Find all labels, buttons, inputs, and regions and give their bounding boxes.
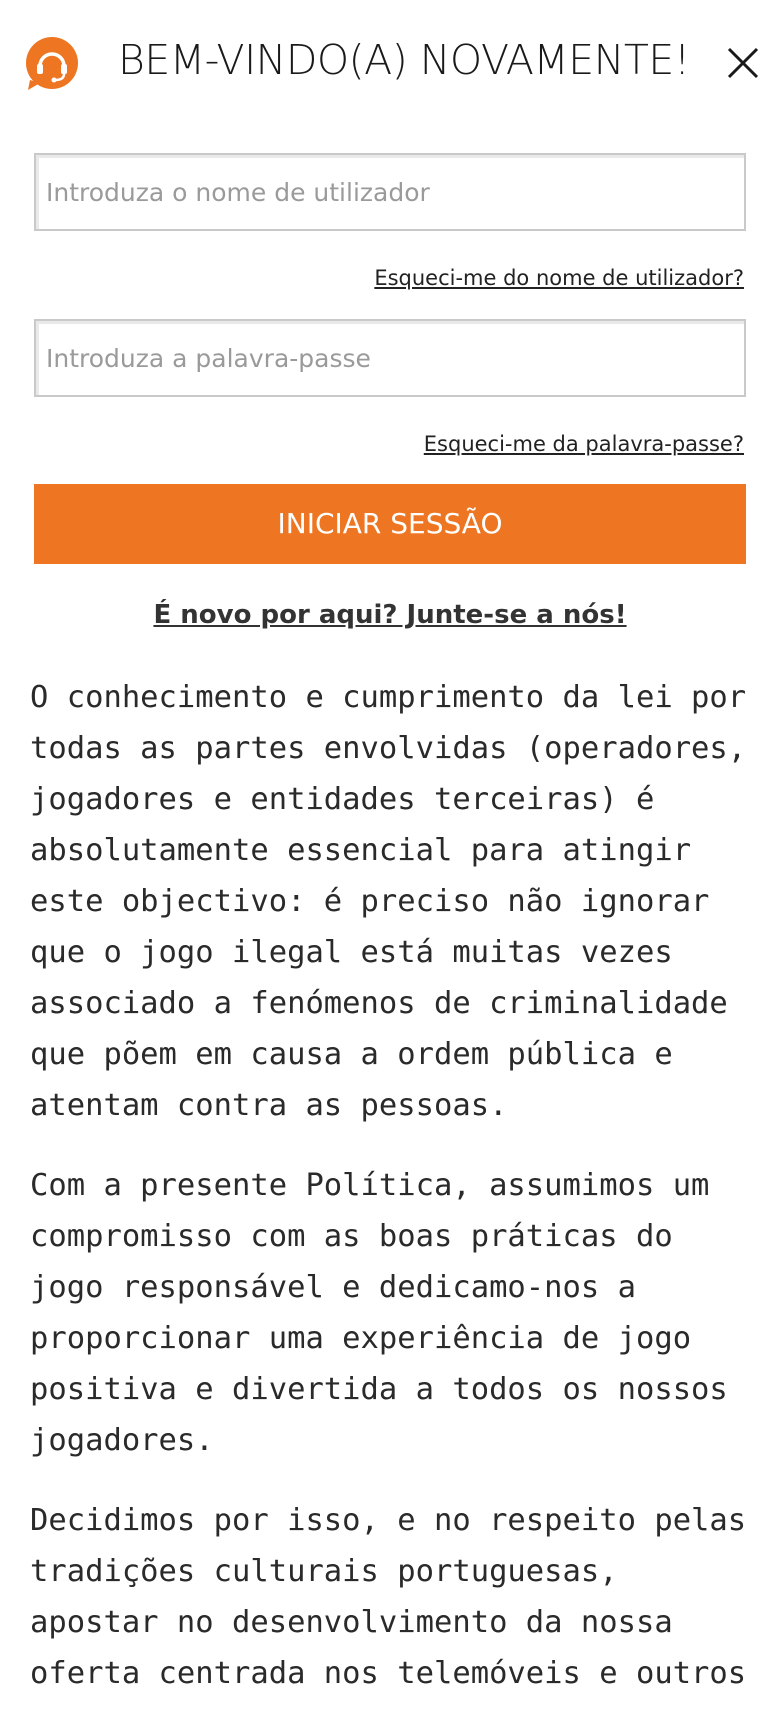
password-input[interactable] [34, 319, 746, 397]
page-title: BEM-VINDO(A) NOVAMENTE! [118, 36, 690, 84]
policy-paragraph: Com a presente Política, assumimos um compromisso com as boas práticas do jogo responsável e dedicamo-nos a proporcionar uma experiência de jogo positiva e divertida a todos os nossos jogadores. [30, 1168, 728, 1458]
login-header [0, 0, 780, 120]
forgot-username-link[interactable]: Esqueci-me do nome de utilizador? [374, 266, 744, 290]
login-button[interactable]: INICIAR SESSÃO [34, 484, 746, 564]
policy-paragraph: O conhecimento e cumprimento da lei por todas as partes envolvidas (operadores, jogadores e entidades terceiras) é absolutamente essencial para atingir este objectivo: é preciso não ignorar que o jogo ilegal está muitas vezes associado a fenómenos de criminalidade que põem em causa a ordem pública e atentam contra as pessoas. [30, 680, 747, 1123]
chat-support-icon [24, 36, 80, 92]
responsible-gaming-text [30, 672, 760, 1728]
policy-paragraph: Decidimos por isso, e no respeito pelas tradições culturais portuguesas, apostar no desenvolvimento da nossa oferta centrada nos telemóveis e outros [30, 1503, 747, 1691]
forgot-password-link[interactable]: Esqueci-me da palavra-passe? [423, 432, 744, 456]
register-link-label[interactable]: É novo por aqui? Junte-se a nós! [153, 600, 627, 630]
username-input[interactable] [34, 153, 746, 231]
register-link[interactable] [0, 600, 780, 630]
close-icon[interactable] [726, 46, 760, 80]
